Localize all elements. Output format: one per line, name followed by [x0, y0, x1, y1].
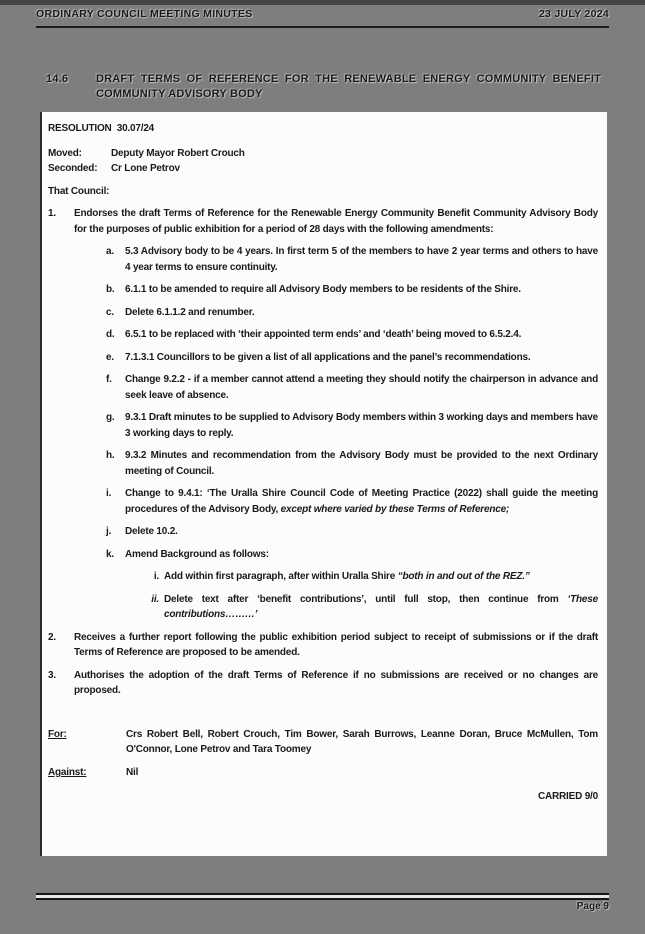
- amendment-c: [106, 305, 598, 321]
- agenda-item-number: 14.6: [46, 73, 69, 85]
- resolution-box: [40, 112, 607, 856]
- clause-text: Authorises the adoption of the draft Terms of Reference if no submissions are received or no changes are proposed.: [74, 669, 598, 696]
- amendment-i: [106, 486, 598, 517]
- amendment-j: [106, 524, 598, 540]
- footer-rule: [36, 893, 609, 900]
- clause-2: [48, 630, 598, 661]
- resolution-preamble: That Council:: [48, 185, 110, 197]
- moved-label: Moved:: [48, 147, 82, 159]
- clause-1: [48, 206, 598, 237]
- for-value: Crs Robert Bell, Robert Crouch, Tim Bower, Sarah Burrows, Leanne Doran, Bruce McMullen, Tom O'Connor, Lone Petrov and Tara Toomey: [126, 728, 598, 755]
- agenda-item-heading: DRAFT TERMS OF REFERENCE FOR THE RENEWABLE ENERGY COMMUNITY BENEFIT COMMUNITY ADVISORY BODY: [96, 73, 601, 100]
- amendment-f: [106, 372, 598, 403]
- seconded-label: Seconded:: [48, 163, 98, 174]
- amendment-text: [125, 486, 598, 517]
- sub-item-text-italic: “both in and out of the REZ.”: [397, 571, 530, 582]
- carried-result: CARRIED 9/0: [537, 791, 598, 802]
- meeting-header: [36, 8, 609, 20]
- against-value: Nil: [126, 766, 139, 778]
- amendment-a: [106, 244, 598, 275]
- meeting-title: ORDINARY COUNCIL MEETING MINUTES: [36, 8, 253, 20]
- seconded-value: Cr Lone Petrov: [111, 163, 180, 174]
- sub-item-text: [164, 569, 598, 585]
- page-footer: [36, 893, 609, 912]
- amendment-text: Delete 10.2.: [125, 526, 178, 537]
- clause-3: [48, 668, 598, 699]
- mover-block: [48, 146, 598, 177]
- list-marker: a.: [106, 246, 114, 257]
- list-marker: ii.: [151, 593, 159, 605]
- amendment-text: 7.1.3.1 Councillors to be given a list of all applications and the panel’s recommendations.: [125, 351, 531, 363]
- amendment-text: Amend Background as follows:: [125, 548, 269, 560]
- seconded-row: [48, 161, 598, 177]
- list-marker: g.: [106, 412, 115, 423]
- vote-block: [48, 727, 598, 805]
- resolution-heading: RESOLUTION 30.07/24: [48, 123, 155, 134]
- amendment-b: [106, 282, 598, 298]
- list-marker: b.: [106, 284, 115, 295]
- amendment-text: 6.1.1 to be amended to require all Advisory Body members to be residents of the Shire.: [125, 284, 521, 295]
- list-marker: 1.: [48, 208, 56, 219]
- page-number: Page 9: [576, 901, 609, 912]
- amendment-d: [106, 327, 598, 343]
- list-marker: e.: [106, 351, 114, 363]
- page-top-strip: [0, 0, 645, 5]
- amendment-text: 9.3.1 Draft minutes to be supplied to Advisory Body members within 3 working days and members have 3 working days to reply.: [125, 412, 598, 439]
- list-marker: i.: [106, 488, 112, 499]
- amendment-text: 6.5.1 to be replaced with ‘their appointed term ends’ and ‘death’ being moved to 6.5.2.4.: [125, 329, 522, 340]
- list-marker: 2.: [48, 631, 56, 643]
- for-label: For:: [48, 728, 67, 740]
- clause-text: Endorses the draft Terms of Reference for the Renewable Energy Community Benefit Community Advisory Body for the purposes of public exhibition for a period of 28 days with the following amendments:: [74, 208, 598, 235]
- list-marker: j.: [106, 526, 112, 537]
- amendment-text: 9.3.2 Minutes and recommendation from the Advisory Body must be provided to the next Ordinary meeting of Council.: [125, 450, 598, 477]
- list-marker: c.: [106, 306, 114, 318]
- sub-item-text-italic: ‘These contributions………’: [164, 593, 598, 620]
- against-label: Against:: [48, 766, 87, 778]
- amendment-text-plain: Change to 9.4.1: ‘The Uralla Shire Council Code of Meeting Practice (2022) shall guide the meeting procedures of the Advisory Body,: [125, 488, 598, 515]
- list-marker: d.: [106, 329, 115, 340]
- vote-for-row: [48, 727, 598, 758]
- moved-row: [48, 146, 598, 162]
- amendment-text: 5.3 Advisory body to be 4 years. In first term 5 of the members to have 2 year terms and others to have 4 year terms to ensure continuity.: [125, 246, 598, 273]
- sub-item-text-plain: Delete text after ‘benefit contributions’, until full stop, then continue from: [164, 593, 568, 605]
- list-marker: f.: [106, 374, 112, 385]
- amendment-text-italic: except where varied by these Terms of Reference;: [280, 503, 510, 515]
- list-marker: h.: [106, 450, 115, 461]
- meeting-date: 23 JULY 2024: [538, 8, 609, 20]
- agenda-item-title: [46, 72, 601, 102]
- background-sub-i: [144, 569, 598, 585]
- moved-value: Deputy Mayor Robert Crouch: [111, 147, 245, 159]
- amendment-text: Change 9.2.2 - if a member cannot attend a meeting they should notify the chairperson in advance and seek leave of absence.: [125, 374, 598, 401]
- amendment-g: [106, 410, 598, 441]
- background-sub-ii: [144, 592, 598, 623]
- header-rule: [36, 26, 609, 28]
- amendment-text: Delete 6.1.1.2 and renumber.: [125, 306, 255, 318]
- sub-item-text-plain: Add within first paragraph, after within Uralla Shire: [164, 571, 398, 582]
- amendment-k: [106, 547, 598, 563]
- amendment-e: [106, 350, 598, 366]
- clause-text: Receives a further report following the public exhibition period subject to receipt of submissions or if the draft Terms of Reference are proposed to be amended.: [74, 631, 598, 658]
- sub-item-text: [164, 592, 598, 623]
- vote-against-row: [48, 765, 598, 781]
- list-marker: i.: [153, 571, 159, 582]
- amendment-h: [106, 448, 598, 479]
- list-marker: 3.: [48, 669, 56, 681]
- list-marker: k.: [106, 548, 114, 560]
